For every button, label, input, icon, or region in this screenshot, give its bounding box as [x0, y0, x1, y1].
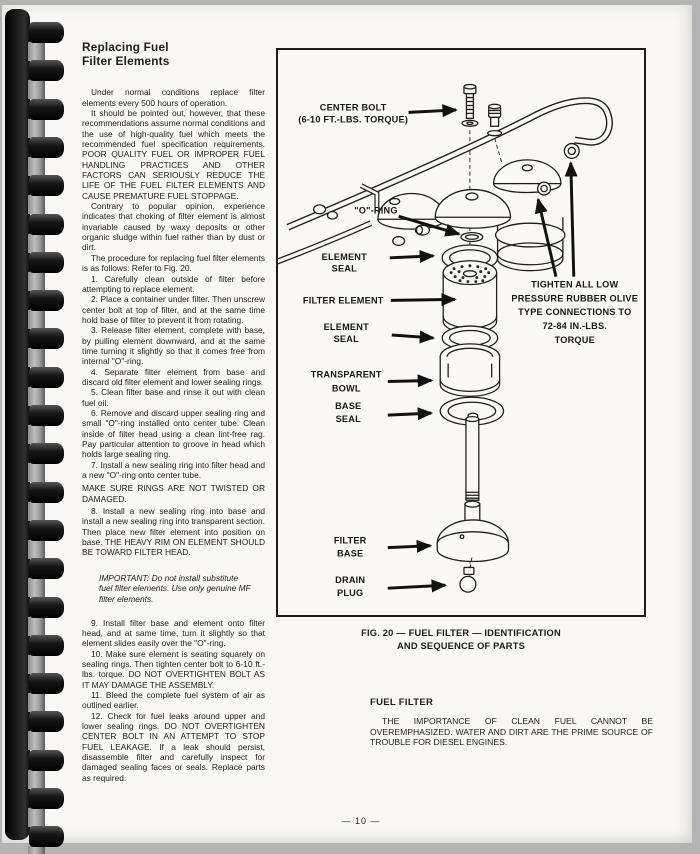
step-1: 1. Carefully clean outside of filter before attempting to replace element. [82, 273, 265, 294]
step-12: 12. Check for fuel leaks around upper and lower sealing rings. DO NOT OVERTIGHTEN CENTER BOLT IN AN ATTEMPT TO STOP FUEL LEAKAGE. If a leak should persist, disassemble filter and carefully inspect for damaged sealing faces or seals. Replace parts as required. [82, 710, 265, 783]
center-tube-part [466, 413, 479, 500]
label-tighten-note: TIGHTEN ALL LOW [531, 279, 619, 290]
filter-base-part [437, 501, 508, 561]
figure-caption-line2: AND SEQUENCE OF PARTS [397, 641, 525, 651]
svg-text:SEAL: SEAL [331, 263, 357, 274]
rear-filter-body [496, 217, 565, 270]
heading-line2: Filter Elements [82, 54, 170, 69]
svg-text:72-84 IN.-LBS.: 72-84 IN.-LBS. [542, 321, 608, 332]
section-heading [82, 40, 265, 68]
step-2: 2. Place a container under filter. Then unscrew center bolt at top of filter, and at the same time hold base of filter to prevent it from rotating. [82, 294, 265, 325]
step-11: 11. Bleed the complete fuel system of air as outlined earlier. [82, 689, 265, 711]
svg-text:SEAL: SEAL [333, 333, 359, 344]
svg-text:BOWL: BOWL [331, 383, 361, 394]
svg-text:BASE: BASE [337, 548, 364, 559]
svg-text:PLUG: PLUG [337, 588, 364, 599]
body-paragraph: Under normal conditions replace filter elements every 500 hours of operation. [82, 87, 265, 108]
figure-caption [276, 627, 646, 653]
fuel-filter-paragraph: THE IMPORTANCE OF CLEAN FUEL CANNOT BE OVEREMPHASIZED. WATER AND DIRT ARE THE PRIME SOURCE OF TROUBLE FOR DIESEL ENGINES. [370, 716, 653, 748]
body-paragraph: The procedure for replacing fuel filter elements is as follows: Refer to Fig. 20. [82, 252, 265, 274]
label-filter-element: FILTER ELEMENT [302, 295, 384, 306]
label-center-bolt-torque: (6-10 FT.-LBS. TORQUE) [298, 114, 409, 125]
label-o-ring: "O"-RING [354, 205, 398, 216]
left-text-column [82, 40, 265, 783]
filter-element-part [443, 261, 496, 333]
step-7: 7. Install a new sealing ring into filter head and a new "O"-ring onto center tube. [82, 459, 265, 481]
svg-text:TORQUE: TORQUE [554, 334, 595, 345]
transparent-bowl-part [440, 344, 499, 396]
step-3: 3. Release filter element, complete with base, by pulling element downward, and at the same time turning it slightly so that it comes free from internal "O"-ring. [82, 325, 265, 367]
binding-loop [28, 846, 45, 854]
body-paragraph: It should be pointed out, however, that these recommendations assume normal conditions and the use of high-quality fuel which meets the recommended fuel specification requirements. POOR QUALITY FUEL OR IMPROPER FUEL HANDLING PRACTICES AND OTHER FACTORS CAN SERIOUSLY REDUCE THE LIFE OF THE FUEL FILTER ELEMENTS AND CAUSE PREMATURE FUEL STOPPAGE. [82, 108, 265, 201]
svg-text:SEAL: SEAL [335, 414, 361, 425]
fuel-filter-exploded-diagram [278, 50, 644, 615]
label-element-seal-top: ELEMENT [321, 251, 367, 262]
svg-text:PRESSURE RUBBER OLIVE: PRESSURE RUBBER OLIVE [511, 293, 639, 304]
label-center-bolt: CENTER BOLT [319, 102, 387, 113]
o-ring-part [461, 233, 483, 242]
step-9: 9. Install filter base and element onto filter head, and at same time, turn it slightly so that element slides easily over the "O"-ring. [82, 617, 265, 649]
body-paragraph: Contrary to popular opinion, experience indicates that choking of filter element is almost invariable caused by waxy deposits or other organic sludge within fuel rather than by dust or dirt. [82, 201, 265, 253]
svg-text:TYPE CONNECTIONS TO: TYPE CONNECTIONS TO [518, 307, 632, 318]
step-8: 8. Install a new sealing ring into base and install a new sealing ring into transparent section. Then place new filter element into position on base. THE HEAVY RIM ON ELEMENT SHOULD BE TOWARD FILTER HEAD. [82, 506, 265, 558]
step-5: 5. Clean filter base and rinse it out with clean fuel oil. [82, 387, 265, 408]
label-filter-base: FILTER [333, 535, 367, 546]
fuel-filter-heading: FUEL FILTER [370, 697, 434, 708]
drain-plug-part [460, 558, 476, 593]
page-number: — 10 — [341, 816, 381, 826]
label-base-seal: BASE [335, 401, 362, 412]
heading-line1: Replacing Fuel [82, 40, 169, 54]
top-fitting [488, 104, 502, 135]
step-6: 6. Remove and discard upper sealing ring and small "O"-ring installed onto center tube. Clean inside of filter head using a clean lint-free rag. Pay particular attention to groove in head which holds large sealing ring. [82, 407, 265, 460]
step-4: 4. Separate filter element from base and discard old filter element and lower sealing rings. [82, 366, 265, 387]
label-transparent-bowl: TRANSPARENT [310, 369, 382, 380]
step-10: 10. Make sure element is seating squarely on sealing rings. Then tighten center bolt to 6-10 ft.-lbs. torque. DO NOT OVERTIGHTEN BOLT AS IT MAY DAMAGE THE ASSEMBLY. [82, 648, 265, 690]
warning-text: MAKE SURE RINGS ARE NOT TWISTED OR DAMAGED. [82, 483, 265, 504]
center-bolt-part [462, 85, 478, 127]
label-element-seal-bottom: ELEMENT [323, 322, 369, 333]
figure-20-box [276, 48, 646, 617]
figure-caption-line1: FIG. 20 — FUEL FILTER — IDENTIFICATION [361, 628, 561, 638]
label-drain-plug: DRAIN [335, 575, 366, 586]
important-note: IMPORTANT: Do not install substitute fuel filter elements. Use only genuine MF filter elements. [99, 572, 251, 604]
